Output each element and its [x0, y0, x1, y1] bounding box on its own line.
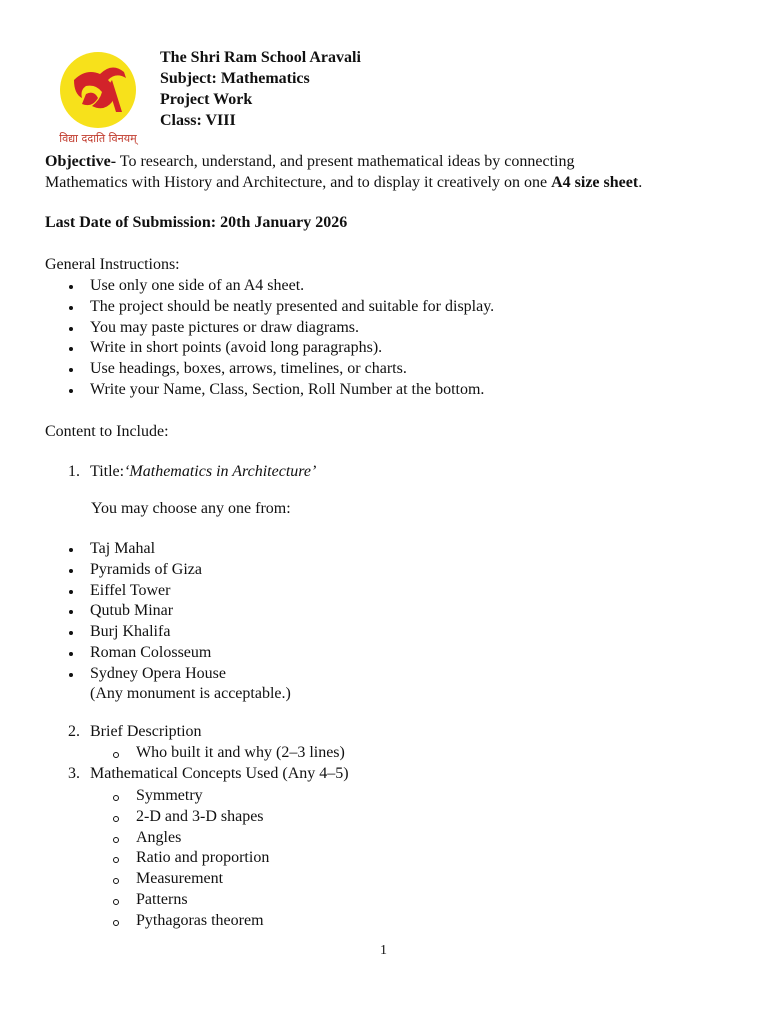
class-line: Class: VIII — [160, 112, 236, 129]
list-item: Taj Mahal — [90, 540, 156, 557]
list-item: Angles — [136, 828, 182, 846]
list-item: Pyramids of Giza — [90, 560, 202, 578]
logo-circle — [60, 52, 136, 128]
objective-paragraph: Objective- To research, understand, and present mathematical ideas by connecting Mathematics with History and Architecture, and to display it creatively on one A4 size sheet. — [45, 153, 643, 191]
description-sublist — [112, 743, 345, 764]
work-line: Project Work — [160, 91, 253, 108]
choose-instruction: You may choose any one from: — [91, 500, 291, 517]
subject-line: Subject: Mathematics — [160, 70, 310, 87]
monument-list — [66, 539, 226, 685]
list-item: Pythagoras theorem — [136, 911, 264, 929]
list-item: Patterns — [136, 890, 188, 908]
objective-bold-tail: A4 size sheet — [551, 174, 639, 191]
content-item-1: 1. Title:‘Mathematics in Architecture’ — [68, 463, 317, 480]
monument-note: (Any monument is acceptable.) — [90, 685, 291, 702]
list-item: 2-D and 3-D shapes — [136, 807, 264, 825]
objective-label: Objective- — [45, 153, 117, 170]
project-title: ‘Mathematics in Architecture’ — [124, 463, 317, 480]
general-instructions-heading: General Instructions: — [45, 256, 180, 273]
school-logo — [56, 50, 140, 146]
list-item: Use headings, boxes, arrows, timelines, or charts. — [90, 360, 407, 378]
objective-text-1: To research, understand, and present mathematical ideas by connecting — [116, 153, 575, 170]
general-instructions-list — [66, 276, 494, 401]
list-item: Sydney Opera House — [90, 664, 226, 682]
page-number: 1 — [380, 943, 387, 958]
list-item: Write in short points (avoid long paragraphs). — [90, 339, 383, 357]
list-item: Roman Colosseum — [90, 643, 212, 661]
document-header — [160, 47, 361, 131]
content-item-2: 2. Brief Description — [68, 723, 202, 740]
list-item: Qutub Minar — [90, 602, 174, 620]
submission-deadline: Last Date of Submission: 20th January 2026 — [45, 214, 348, 231]
content-heading: Content to Include: — [45, 423, 169, 440]
list-item: Eiffel Tower — [90, 581, 171, 599]
list-item: Who built it and why (2–3 lines) — [136, 744, 345, 761]
list-item: Ratio and proportion — [136, 849, 270, 867]
list-item: Symmetry — [136, 787, 203, 804]
list-item: Write your Name, Class, Section, Roll Number at the bottom. — [90, 380, 485, 398]
list-item: Measurement — [136, 870, 224, 888]
concepts-sublist — [112, 786, 269, 932]
list-item: Burj Khalifa — [90, 623, 171, 641]
list-item: Use only one side of an A4 sheet. — [90, 277, 305, 294]
school-name: The Shri Ram School Aravali — [160, 49, 361, 66]
content-item-3: 3. Mathematical Concepts Used (Any 4–5) — [68, 765, 349, 782]
logo-motto: विद्या ददाति विनयम् — [59, 132, 137, 145]
list-item: The project should be neatly presented and suitable for display. — [90, 297, 495, 315]
list-item: You may paste pictures or draw diagrams. — [90, 318, 359, 336]
objective-text-2: Mathematics with History and Architecture, and to display it creatively on one — [45, 174, 552, 191]
